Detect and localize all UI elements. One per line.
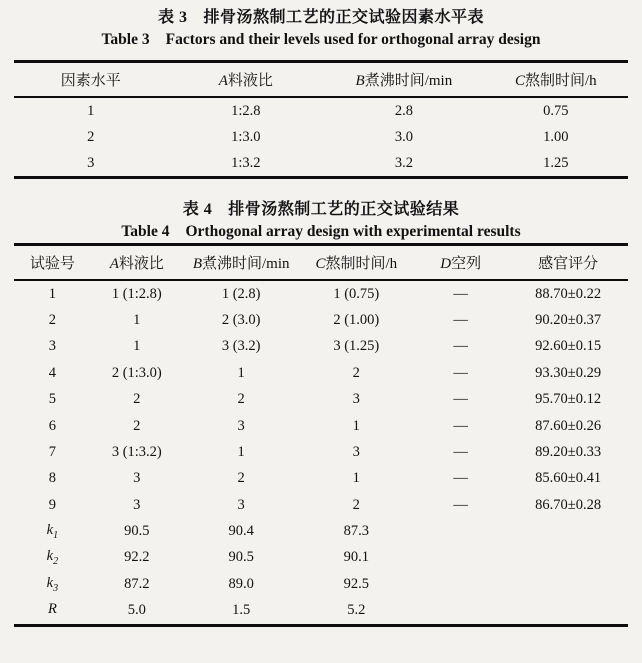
- table-cell: 1: [352, 470, 360, 487]
- orthogonal-results-table: [14, 243, 628, 627]
- table-cell: 8: [48, 470, 56, 487]
- table-cell: 2: [237, 470, 245, 487]
- table-cell: 0.75: [543, 102, 569, 119]
- table-row: [14, 387, 628, 413]
- table-cell: 89.20±0.33: [535, 443, 602, 460]
- table-cell: 3: [133, 470, 141, 487]
- table-cell: 3: [87, 154, 95, 171]
- table-cell: 90.20±0.37: [535, 312, 602, 329]
- table-row: [14, 413, 628, 439]
- table-cell: —: [453, 470, 468, 487]
- table3-caption-zh: 排骨汤熬制工艺的正交试验因素水平表: [203, 9, 485, 26]
- table-cell: 5: [48, 391, 56, 408]
- table-cell: [413, 545, 508, 571]
- table-cell: 2: [352, 364, 360, 381]
- table-cell: 90.1: [343, 549, 369, 566]
- table-cell: 2: [48, 312, 56, 329]
- table-cell: 1.5: [232, 602, 251, 619]
- table-cell: —: [453, 496, 468, 513]
- table-cell: 90.5: [124, 523, 150, 540]
- table-cell: 88.70±0.22: [535, 285, 602, 302]
- table-row: [14, 307, 628, 333]
- table-row: [14, 124, 628, 150]
- table-cell: [508, 518, 628, 544]
- table-header-row: [14, 245, 628, 281]
- table-cell: 86.70±0.28: [535, 496, 602, 513]
- col-header-c-simmer-time: C熬制时间/h: [484, 62, 628, 98]
- table-cell: 3: [352, 391, 360, 408]
- table-cell: 2 (3.0): [221, 312, 261, 329]
- table-cell: 1 (2.8): [221, 285, 261, 302]
- table-cell: 1: [237, 443, 245, 460]
- table-cell: 2: [87, 128, 95, 145]
- col-header-sensory-score: 感官评分: [508, 245, 628, 281]
- table-cell: 1: [237, 364, 245, 381]
- table-cell: 3.0: [394, 128, 413, 145]
- table-cell: 95.70±0.12: [535, 391, 602, 408]
- col-header-c-simmer-time: C熬制时间/h: [300, 245, 414, 281]
- table-cell: —: [453, 417, 468, 434]
- table-cell: 4: [48, 364, 56, 381]
- table-cell: —: [453, 312, 468, 329]
- col-header-test-number: 试验号: [14, 245, 91, 281]
- table-cell: 3 (1:3.2): [111, 443, 162, 460]
- table3-title-en: [14, 29, 628, 51]
- table-cell: 2: [237, 391, 245, 408]
- table-cell: 1.00: [543, 128, 569, 145]
- table-cell: 87.60±0.26: [535, 417, 602, 434]
- table-cell: 5.0: [127, 602, 146, 619]
- stat-label-k3: $k_3$: [46, 574, 59, 594]
- table-cell: [508, 571, 628, 597]
- table-cell: 1: [87, 102, 95, 119]
- table3-number-zh: 表 3: [157, 9, 188, 26]
- table4-title-en: [14, 221, 628, 243]
- table-header-row: [14, 62, 628, 98]
- col-header-d-empty: D空列: [413, 245, 508, 281]
- table-cell: 92.2: [124, 549, 150, 566]
- table-cell: 87.3: [343, 523, 369, 540]
- table-cell: 1:3.0: [231, 128, 261, 145]
- table-cell: 3: [237, 417, 245, 434]
- table-cell: [508, 545, 628, 571]
- table-cell: 1: [352, 417, 360, 434]
- table-row-k3: [14, 571, 628, 597]
- table-row: [14, 150, 628, 178]
- col-header-a-ratio: A料液比: [91, 245, 183, 281]
- table4-number-zh: 表 4: [182, 201, 213, 218]
- table-cell: 2.8: [394, 102, 413, 119]
- table-cell: 1:2.8: [231, 102, 261, 119]
- table-cell: 1:3.2: [231, 154, 261, 171]
- stat-label-k2: $k_2$: [46, 548, 59, 568]
- table-row: [14, 439, 628, 465]
- col-header-factor-level: 因素水平: [14, 62, 168, 98]
- table-cell: 92.60±0.15: [535, 338, 602, 355]
- table4-number-en: Table 4: [121, 223, 170, 240]
- table-cell: 85.60±0.41: [535, 470, 602, 487]
- table-cell: 1.25: [543, 154, 569, 171]
- table-row: [14, 280, 628, 307]
- table-cell: 2: [352, 496, 360, 513]
- table-cell: 2 (1:3.0): [111, 364, 162, 381]
- table3-title-zh: [14, 7, 628, 29]
- table-cell: 92.5: [343, 575, 369, 592]
- table4-title-zh: [14, 199, 628, 221]
- table-cell: 3: [48, 338, 56, 355]
- table-cell: [413, 518, 508, 544]
- table-cell: 9: [48, 496, 56, 513]
- table-cell: 90.4: [228, 523, 254, 540]
- table-cell: 1: [133, 338, 141, 355]
- col-header-b-boil-time: B煮沸时间/min: [183, 245, 300, 281]
- table-cell: 89.0: [228, 575, 254, 592]
- table-cell: 1: [133, 312, 141, 329]
- table-cell: —: [453, 391, 468, 408]
- stat-label-r: R: [47, 601, 57, 618]
- table-cell: 3.2: [394, 154, 413, 171]
- table-cell: 90.5: [228, 549, 254, 566]
- table-cell: 5.2: [347, 602, 366, 619]
- table-row: [14, 492, 628, 518]
- table-cell: 2: [133, 391, 141, 408]
- table-cell: 3 (3.2): [221, 338, 261, 355]
- stat-label-k1: $k_1$: [46, 522, 59, 541]
- table-cell: 2: [133, 417, 141, 434]
- table-row-k2: [14, 545, 628, 571]
- table-cell: 1 (0.75): [333, 285, 380, 302]
- table-cell: —: [453, 364, 468, 381]
- col-header-a-ratio: A料液比: [168, 62, 325, 98]
- table-cell: —: [453, 338, 468, 355]
- table-row: [14, 360, 628, 386]
- table-cell: 6: [48, 417, 56, 434]
- table-row-k1: [14, 518, 628, 544]
- table4-caption-zh: 排骨汤熬制工艺的正交试验结果: [228, 201, 460, 218]
- table3-caption-en: Factors and their levels used for orthogonal array design: [165, 31, 541, 48]
- table-cell: —: [453, 285, 468, 302]
- factors-levels-table: [14, 60, 628, 179]
- table-cell: 3: [133, 496, 141, 513]
- table-cell: 3 (1.25): [333, 338, 380, 355]
- table-cell: 3: [237, 496, 245, 513]
- table3-number-en: Table 3: [101, 31, 150, 48]
- table4-block: [14, 199, 628, 627]
- table-cell: 7: [48, 443, 56, 460]
- table-cell: [413, 571, 508, 597]
- table-cell: 1 (1:2.8): [111, 285, 162, 302]
- table-cell: 87.2: [124, 575, 150, 592]
- col-header-b-boil-time: B煮沸时间/min: [324, 62, 484, 98]
- table-cell: 1: [48, 285, 56, 302]
- table-cell: [508, 598, 628, 626]
- table-cell: —: [453, 443, 468, 460]
- table-cell: 3: [352, 443, 360, 460]
- table-cell: 93.30±0.29: [535, 364, 602, 381]
- table-cell: 2 (1.00): [333, 312, 380, 329]
- table-row-range: [14, 598, 628, 626]
- table-row: [14, 334, 628, 360]
- table-row: [14, 466, 628, 492]
- table-cell: [413, 598, 508, 626]
- table-row: [14, 97, 628, 124]
- table4-caption-en: Orthogonal array design with experimental results: [185, 223, 521, 240]
